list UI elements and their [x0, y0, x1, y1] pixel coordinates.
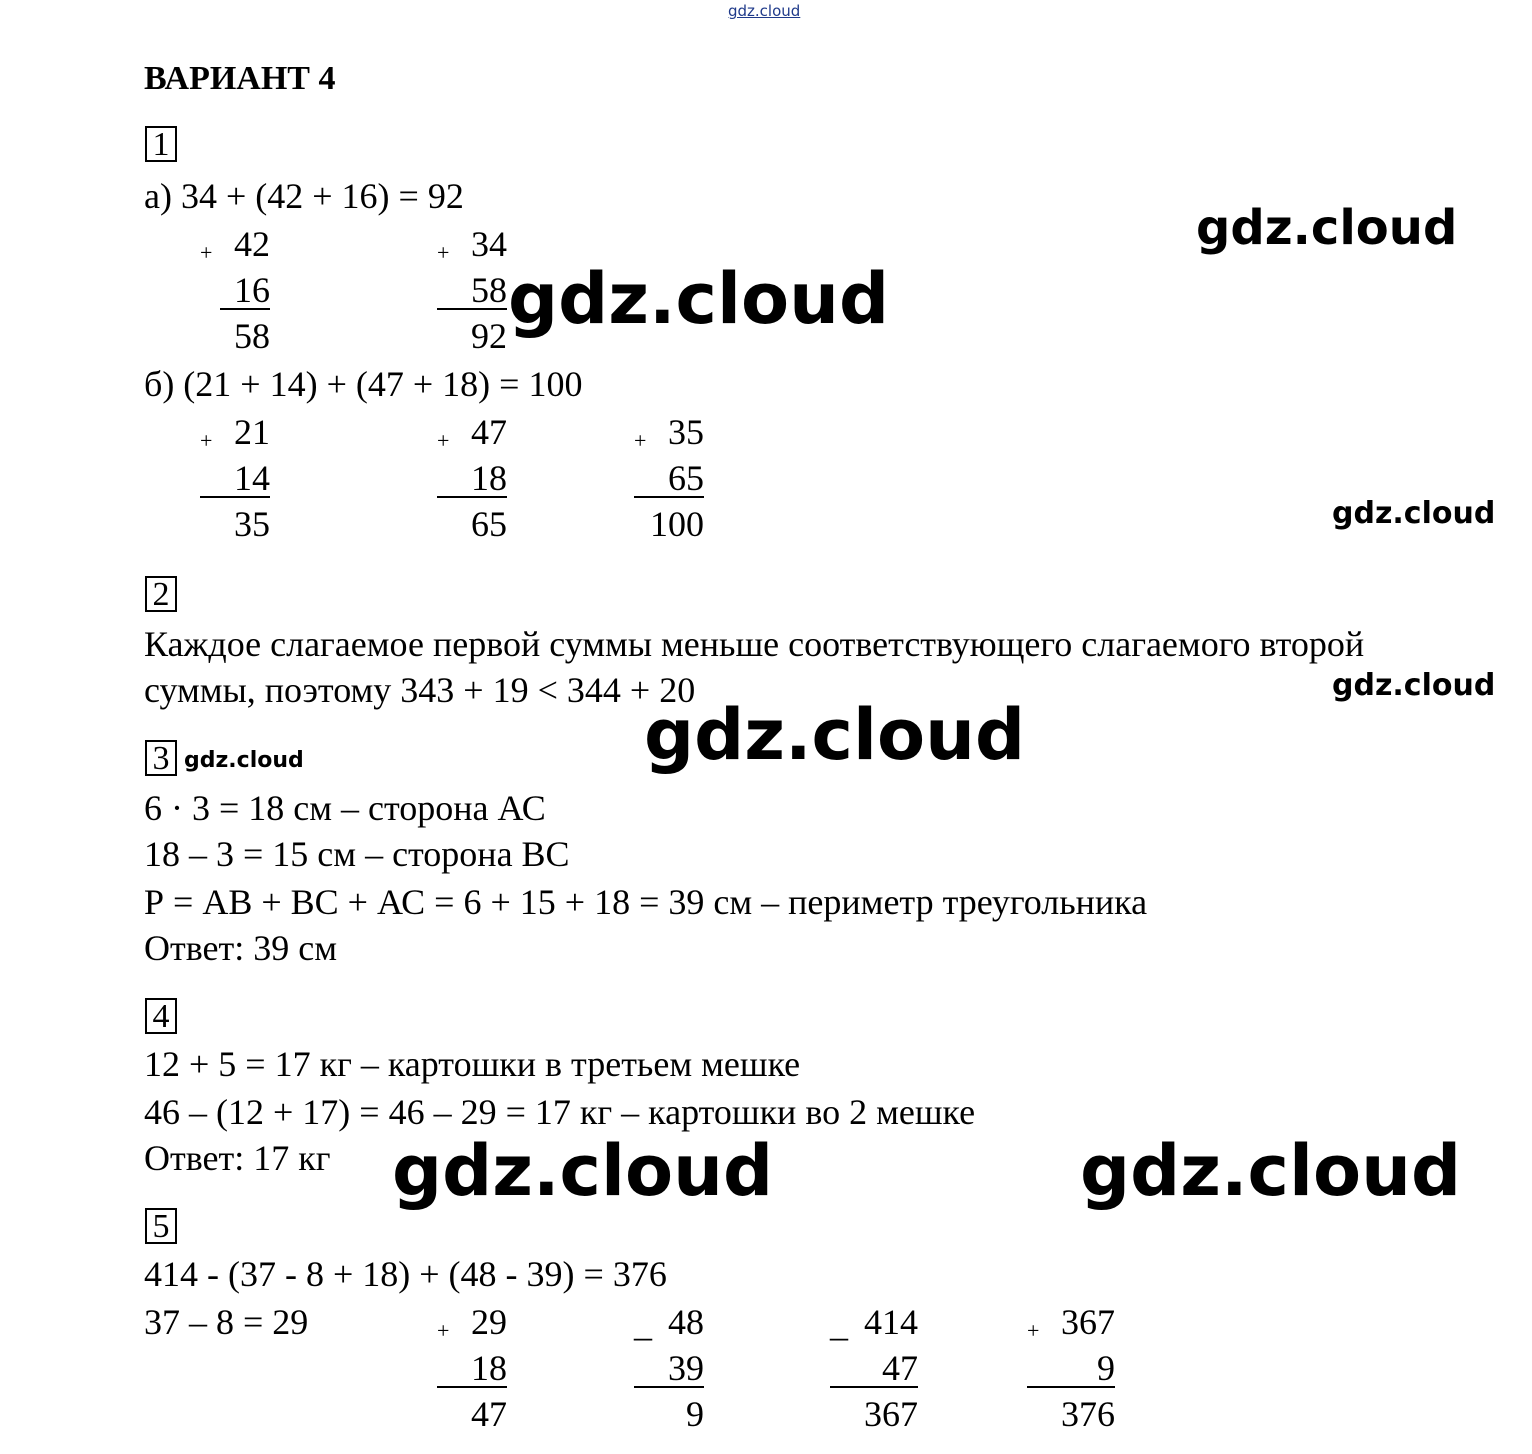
task1b-col3-top: 35	[668, 412, 704, 452]
watermark: gdz.cloud	[508, 258, 890, 340]
watermark: gdz.cloud	[1332, 496, 1496, 531]
task5-col3-top: 414	[864, 1302, 918, 1342]
watermark: gdz.cloud	[644, 694, 1026, 776]
watermark: gdz.cloud	[1080, 1130, 1462, 1212]
task5-line: 37 – 8 = 29	[144, 1302, 309, 1342]
task-number-3: 3	[145, 740, 177, 776]
watermark: gdz.cloud	[184, 748, 304, 773]
task5-col3-result: 367	[864, 1394, 918, 1434]
task3-answer: Ответ: 39 см	[144, 928, 337, 968]
task5-col2-bottom: 39	[634, 1348, 704, 1388]
task1a-col2-result: 92	[471, 316, 507, 356]
task5-col1-result: 47	[471, 1394, 507, 1434]
task4-line1: 12 + 5 = 17 кг – картошки в третьем мешке	[144, 1044, 801, 1084]
task1b-col2-sign: +	[437, 428, 450, 453]
task1b-col1-sign: +	[200, 428, 213, 453]
task3-line3: Р = АВ + ВС + АС = 6 + 15 + 18 = 39 см – периметр треугольника	[144, 882, 1148, 922]
task1a-col2-bottom: 58	[437, 270, 507, 310]
watermark: gdz.cloud	[392, 1130, 774, 1212]
task1b-col3-bottom: 65	[634, 458, 704, 498]
watermark: gdz.cloud	[1332, 668, 1496, 703]
watermark: gdz.cloud	[1196, 200, 1458, 256]
task-number-1: 1	[145, 126, 177, 162]
task5-col4-result: 376	[1061, 1394, 1115, 1434]
task5-col2-top: 48	[668, 1302, 704, 1342]
task1b-col3-sign: +	[634, 428, 647, 453]
task1a-expression: а) 34 + (42 + 16) = 92	[144, 176, 464, 216]
task1b-col2-result: 65	[471, 504, 507, 544]
task1a-col1-bottom: 16	[220, 270, 270, 310]
task5-col1-top: 29	[471, 1302, 507, 1342]
task-number-5: 5	[145, 1208, 177, 1244]
task4-answer: Ответ: 17 кг	[144, 1138, 331, 1178]
task-number-4: 4	[145, 998, 177, 1034]
task3-line1: 6 · 3 = 18 см – сторона АС	[144, 788, 546, 828]
task1a-col2-top: 34	[471, 224, 507, 264]
task5-col2-result: 9	[686, 1394, 704, 1434]
task1a-col1-result: 58	[234, 316, 270, 356]
task1b-col2-top: 47	[471, 412, 507, 452]
task1a-col1-sign: +	[200, 240, 213, 265]
task1b-expression: б) (21 + 14) + (47 + 18) = 100	[144, 364, 583, 404]
task5-col1-sign: +	[437, 1318, 450, 1343]
task5-col1-bottom: 18	[437, 1348, 507, 1388]
task1a-col1-top: 42	[234, 224, 270, 264]
task3-line2: 18 – 3 = 15 см – сторона ВС	[144, 834, 570, 874]
task5-col4-sign: +	[1027, 1318, 1040, 1343]
task5-col4-top: 367	[1061, 1302, 1115, 1342]
task1b-col1-result: 35	[234, 504, 270, 544]
task5-col4-bottom: 9	[1027, 1348, 1115, 1388]
task5-expression: 414 - (37 - 8 + 18) + (48 - 39) = 376	[144, 1254, 667, 1294]
task2-line2: суммы, поэтому 343 + 19 < 344 + 20	[144, 670, 696, 710]
task4-line2: 46 – (12 + 17) = 46 – 29 = 17 кг – картошки во 2 мешке	[144, 1092, 976, 1132]
task2-line1: Каждое слагаемое первой суммы меньше соответствующего слагаемого второй	[144, 624, 1365, 664]
task-number-2: 2	[145, 576, 177, 612]
task5-col2-sign: _	[634, 1304, 652, 1344]
task5-col3-bottom: 47	[830, 1348, 918, 1388]
page-title: ВАРИАНТ 4	[144, 60, 336, 97]
task1b-col2-bottom: 18	[437, 458, 507, 498]
task1b-col1-top: 21	[234, 412, 270, 452]
task1b-col1-bottom: 14	[200, 458, 270, 498]
task1a-col2-sign: +	[437, 240, 450, 265]
task5-col3-sign: _	[830, 1304, 848, 1344]
task1b-col3-result: 100	[650, 504, 704, 544]
watermark-top-link[interactable]: gdz.cloud	[728, 2, 801, 20]
